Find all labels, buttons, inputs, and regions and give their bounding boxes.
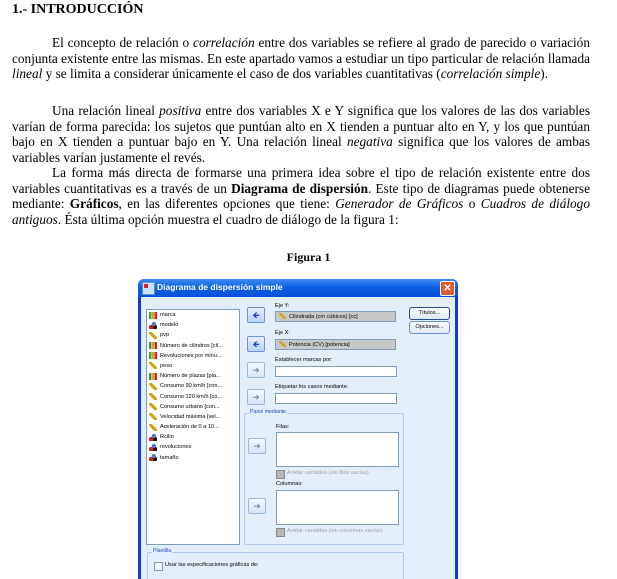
variable-label: marca xyxy=(160,312,176,318)
variable-list-item[interactable] xyxy=(147,320,239,330)
move-to-markers-button[interactable]: ➜ xyxy=(247,362,265,378)
dialog-titlebar[interactable] xyxy=(138,279,458,297)
dialog-client xyxy=(141,297,455,579)
variable-list-item[interactable] xyxy=(147,361,239,371)
variable-list-item[interactable] xyxy=(147,330,239,340)
variable-list-item[interactable] xyxy=(147,371,239,381)
variable-label: modelo xyxy=(160,322,179,329)
variable-label: Consumo 120 km/h [co... xyxy=(160,393,223,400)
ordinal-variable-icon xyxy=(149,444,157,451)
titles-button[interactable]: Títulos... xyxy=(409,307,450,320)
panel-group-label: Panel mediante xyxy=(250,409,287,415)
paragraph-2 xyxy=(12,103,590,165)
variable-list-item[interactable] xyxy=(147,402,239,412)
scale-icon xyxy=(279,341,286,347)
move-to-rows-button[interactable]: ➜ xyxy=(248,438,266,454)
variable-label: Número de cilindros [cil... xyxy=(160,342,223,349)
text-run: entre dos variables X e Y significa que los valores de las dos variables varían de forma parecida: los sujetos que puntúan alto en X tienden a puntuar alto en Y, y los que puntúan bajo en X tienden a puntuar bajo en Y. Una relación lineal xyxy=(12,103,590,150)
italic-term: correlación xyxy=(193,35,255,50)
variable-list-item[interactable] xyxy=(147,392,239,402)
text-run: Una relación lineal xyxy=(52,103,160,118)
dialog-title: Diagrama de dispersión simple xyxy=(157,282,283,292)
ordinal-variable-icon xyxy=(149,434,157,441)
variable-label: pvp xyxy=(160,332,170,339)
move-to-y-axis-button[interactable]: 🡸 xyxy=(247,307,265,323)
move-to-columns-button[interactable]: ➜ xyxy=(248,498,266,514)
paragraph-1 xyxy=(12,35,590,82)
move-to-x-axis-button[interactable]: 🡸 xyxy=(247,336,265,352)
italic-term: positiva xyxy=(159,103,202,118)
nominal-variable-icon xyxy=(149,312,157,319)
variable-list-item[interactable] xyxy=(147,310,239,320)
app-icon xyxy=(142,282,155,295)
text-run: y se limita a considerar únicamente el caso de dos variables cuantitativas ( xyxy=(42,66,441,82)
variable-list-item[interactable] xyxy=(147,453,239,463)
nominal-variable-icon xyxy=(149,373,157,380)
text-run: , en las diferentes opciones que tiene: xyxy=(118,196,336,212)
scale-variable-icon xyxy=(149,413,157,420)
x-axis-label: Eje X: xyxy=(275,330,290,336)
variable-list-item[interactable] xyxy=(147,351,239,361)
scale-icon xyxy=(279,313,286,319)
text-run: significa que los valores de ambas variables varían justamente el revés. xyxy=(12,134,590,165)
variable-list-item[interactable] xyxy=(147,381,239,391)
text-run: . Ésta última opción muestra el cuadro de diálogo de la figura 1: xyxy=(57,211,399,227)
ordinal-variable-icon xyxy=(149,322,157,329)
variable-list-item[interactable] xyxy=(147,422,239,432)
bold-term: Diagrama de dispersión xyxy=(231,180,369,196)
variable-label: tamaño xyxy=(160,454,179,461)
text-run: La forma más directa de formarse una primera idea sobre el tipo de relación existente entre dos variables cuantitativas es a través de un xyxy=(12,165,590,196)
nominal-variable-icon xyxy=(149,342,157,349)
variable-label: Consumo 90 km/h [con... xyxy=(160,383,223,390)
markers-label: Establecer marcas por: xyxy=(275,357,333,363)
variable-list[interactable] xyxy=(146,309,240,545)
move-to-labels-button[interactable]: ➜ xyxy=(247,389,265,405)
columns-label: Columnas: xyxy=(276,481,303,487)
nest-columns-label: Anidar variables (sin columnas vacías) xyxy=(287,528,383,534)
variable-list-item[interactable] xyxy=(147,341,239,351)
text-run: El concepto de relación o xyxy=(52,35,194,50)
ordinal-variable-icon xyxy=(149,454,157,461)
italic-term: Cuadros de diálogo antiguos xyxy=(12,196,590,227)
variable-label: Rcilin xyxy=(160,434,174,441)
variable-list-item[interactable] xyxy=(147,432,239,442)
close-button[interactable]: ✕ xyxy=(440,281,455,296)
panel-group xyxy=(244,409,404,545)
figure-caption: Figura 1 xyxy=(286,250,331,264)
variable-label: revoluciones xyxy=(160,444,192,451)
bold-term: Gráficos xyxy=(69,196,119,212)
italic-term: Generador de Gráficos xyxy=(335,196,464,212)
variable-label: peso xyxy=(160,362,173,369)
text-run: o xyxy=(463,196,481,212)
scale-variable-icon xyxy=(149,362,157,369)
scale-variable-icon xyxy=(149,393,157,400)
x-axis-value: Potencia (CV) [potencia] xyxy=(289,342,350,348)
text-run: entre dos variables se refiere al grado de parecido o variación conjunta existente entre las mismas. En este apartado vamos a estudiar un tipo particular de relación llamada xyxy=(12,35,590,66)
use-template-label: Usar las especificaciones gráficas de: xyxy=(165,562,259,568)
y-axis-label: Eje Y: xyxy=(275,303,290,309)
scale-variable-icon xyxy=(149,424,157,431)
variable-label: Velocidad máxima [vel... xyxy=(160,413,221,420)
italic-term: negativa xyxy=(346,134,393,150)
nest-rows-checkbox[interactable] xyxy=(276,470,285,479)
rows-label: Filas: xyxy=(276,424,290,430)
italic-term: lineal xyxy=(12,66,43,82)
text-run: ). xyxy=(540,66,549,82)
variable-label: Revoluciones por minu... xyxy=(160,352,222,359)
x-axis-field[interactable] xyxy=(275,339,396,350)
markers-field[interactable] xyxy=(275,366,397,377)
options-button[interactable]: Opciones... xyxy=(409,321,450,334)
variable-list-item[interactable] xyxy=(147,412,239,422)
variable-list-item[interactable] xyxy=(147,442,239,452)
variable-label: Consumo urbano [con... xyxy=(160,403,220,410)
section-heading: 1.- INTRODUCCIÓN xyxy=(12,2,144,17)
y-axis-field[interactable] xyxy=(275,311,396,322)
italic-term: correlación simple xyxy=(440,66,541,82)
columns-box[interactable] xyxy=(276,490,399,525)
text-run: . Este tipo de diagramas puede obtenerse mediante: xyxy=(12,180,590,212)
nest-columns-checkbox[interactable] xyxy=(276,528,285,537)
use-template-checkbox[interactable] xyxy=(154,562,163,571)
scatter-dialog xyxy=(138,279,458,579)
scale-variable-icon xyxy=(149,332,157,339)
variable-label: Aceleración de 0 a 10... xyxy=(160,424,219,431)
template-group-label: Plantilla xyxy=(153,548,172,554)
variable-label: Número de plazas [pla... xyxy=(160,373,221,380)
case-labels-field[interactable] xyxy=(275,393,397,404)
y-axis-value: Cilindrada (cm cúbicos) [cc] xyxy=(289,314,358,320)
scale-variable-icon xyxy=(149,383,157,390)
case-labels-label: Etiquetar los casos mediante: xyxy=(275,384,349,390)
nominal-variable-icon xyxy=(149,352,157,359)
nest-rows-label: Anidar variables (sin filas vacías) xyxy=(287,470,369,476)
paragraph-3 xyxy=(12,165,590,227)
scale-variable-icon xyxy=(149,403,157,410)
rows-box[interactable] xyxy=(276,432,399,467)
